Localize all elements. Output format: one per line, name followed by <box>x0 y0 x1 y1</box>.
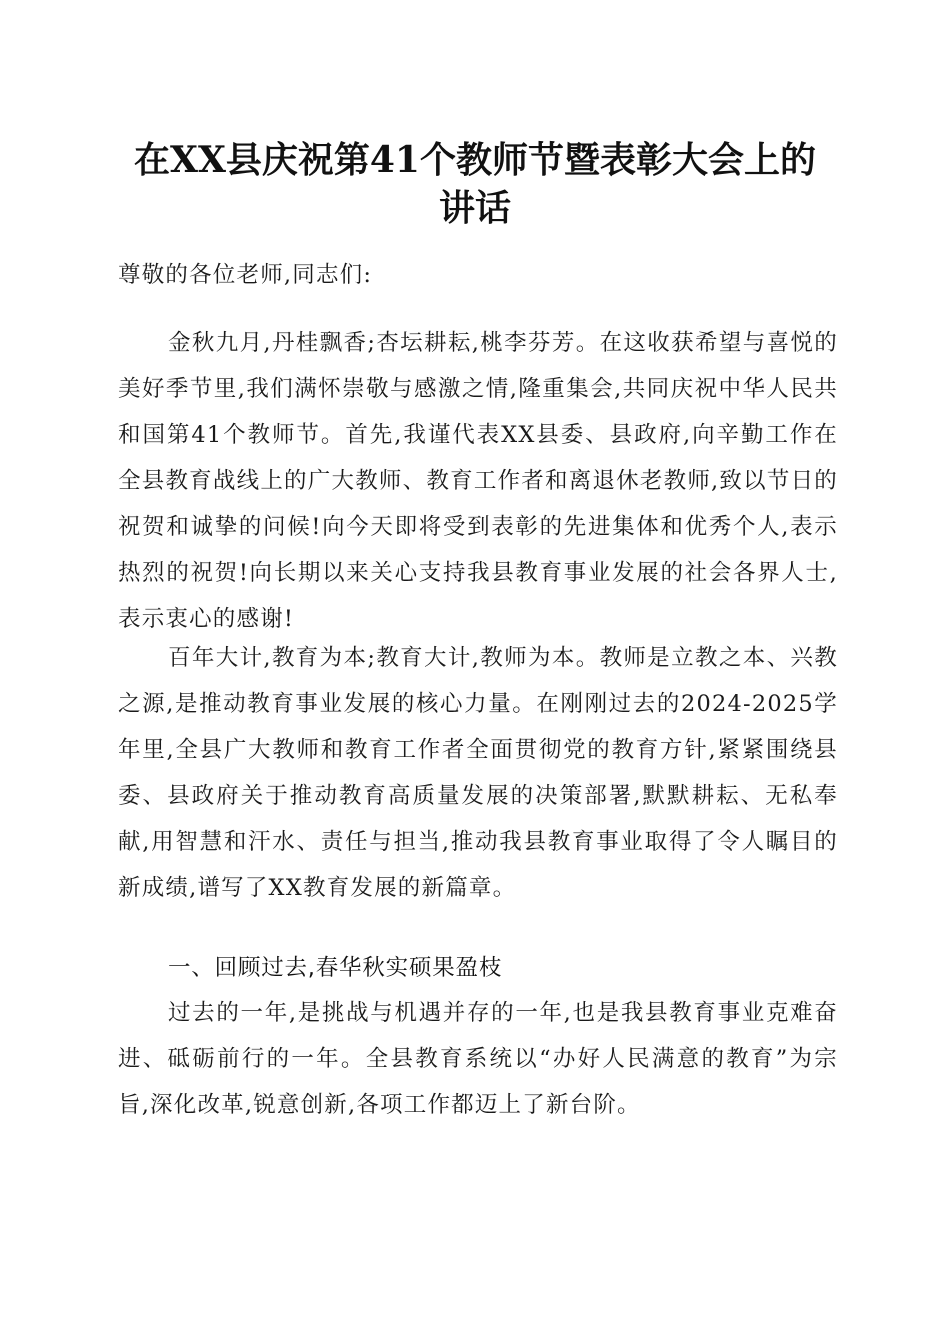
section-heading: 一、回顾过去,春华秋实硕果盈枝 <box>168 955 503 981</box>
document-title: 在XX县庆祝第41个教师节暨表彰大会上的 <box>134 139 816 181</box>
paragraph: 金秋九月,丹桂飘香;杏坛耕耘,桃李芬芳。在这收获希望与喜悦的美好季节里,我们满怀崇敬与感激之情,隆重集会,共同庆祝中华人民共和国第41个教师节。首先,我谨代表XX县委、县政府,向辛勤工作在全县教育战线上的广大教师、教育工作者和离退休老教师,致以节日的祝贺和诚挚的问候!向今天即将受到表彰的先进集体和优秀个人,表示热烈的祝贺!向长期以来关心支持我县教育事业发展的社会各界人士,表示衷心的感谢! <box>118 330 838 632</box>
salutation: 尊敬的各位老师,同志们: <box>118 262 373 288</box>
paragraph: 过去的一年,是挑战与机遇并存的一年,也是我县教育事业克难奋进、砥砺前行的一年。全县教育系统以“办好人民满意的教育”为宗旨,深化改革,锐意创新,各项工作都迈上了新台阶。 <box>118 1000 838 1118</box>
document-title-continued: 讲话 <box>438 187 511 229</box>
paragraph: 百年大计,教育为本;教育大计,教师为本。教师是立教之本、兴教之源,是推动教育事业发展的核心力量。在刚刚过去的2024-2025学年里,全县广大教师和教育工作者全面贯彻党的教育方针,紧紧围绕县委、县政府关于推动教育高质量发展的决策部署,默默耕耘、无私奉献,用智慧和汗水、责任与担当,推动我县教育事业取得了令人瞩目的新成绩,谱写了XX教育发展的新篇章。 <box>118 645 838 901</box>
